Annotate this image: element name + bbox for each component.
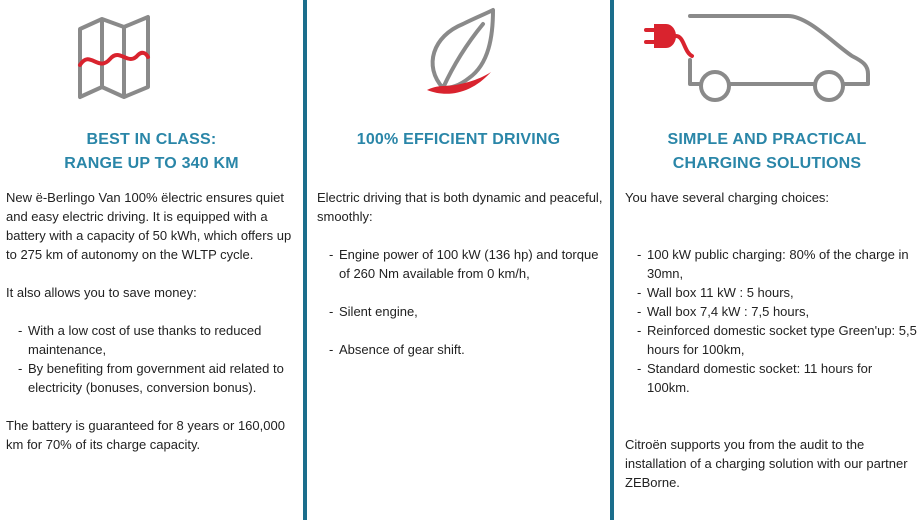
icon-area	[614, 0, 920, 118]
bullet-list	[317, 245, 609, 359]
intro-paragraph: Electric driving that is both dynamic and peaceful, smoothly:	[317, 190, 603, 224]
map-icon	[72, 7, 162, 102]
heading-line: SIMPLE AND PRACTICAL	[667, 131, 867, 148]
list-item: - Standard domestic socket: 11 hours for 100km.	[637, 361, 873, 395]
leaf-icon	[413, 6, 513, 101]
feature-body	[625, 188, 917, 492]
list-item: - By benefiting from government aid related to electricity (bonuses, conversion bonus).	[18, 361, 284, 395]
feature-body	[6, 188, 298, 454]
intro-paragraph: You have several charging choices:	[625, 190, 830, 205]
list-item: - Reinforced domestic socket type Green'up: 5,5 hours for 100km,	[637, 323, 917, 357]
feature-column-range	[0, 0, 303, 520]
intro-paragraph: New ë-Berlingo Van 100% ëlectric ensures quiet and easy electric driving. It is equipped with a battery with a capacity of 50 kWh, which offers up to 275 km of autonomy on the WLTP cycle.	[6, 190, 292, 262]
intro-paragraph-2: It also allows you to save money:	[6, 285, 197, 300]
list-item: - Wall box 11 kW : 5 hours,	[637, 285, 794, 300]
outro-paragraph: Citroën supports you from the audit to the installation of a charging solution with our partner ZEBorne.	[625, 437, 908, 490]
list-item: - Wall box 7,4 kW : 7,5 hours,	[637, 304, 810, 319]
feature-column-efficiency	[307, 0, 610, 520]
feature-heading	[307, 128, 610, 152]
feature-body	[317, 188, 609, 359]
heading-line: 100% EFFICIENT DRIVING	[356, 131, 561, 148]
heading-line: RANGE UP TO 340 KM	[64, 155, 239, 172]
feature-heading	[0, 128, 303, 176]
list-item: - Absence of gear shift.	[329, 342, 465, 357]
list-item: - Silent engine,	[329, 304, 418, 319]
icon-area	[0, 0, 303, 118]
van-plug-icon	[638, 4, 878, 104]
bullet-list	[6, 321, 298, 397]
list-item: - 100 kW public charging: 80% of the charge in 30mn,	[637, 247, 909, 281]
outro-paragraph: The battery is guaranteed for 8 years or 160,000 km for 70% of its charge capacity.	[6, 418, 285, 452]
heading-line: CHARGING SOLUTIONS	[672, 155, 862, 172]
feature-heading	[614, 128, 920, 176]
list-item: - With a low cost of use thanks to reduced maintenance,	[18, 323, 262, 357]
feature-column-charging	[614, 0, 920, 520]
icon-area	[307, 0, 610, 118]
bullet-list	[625, 245, 917, 397]
list-item: - Engine power of 100 kW (136 hp) and torque of 260 Nm available from 0 km/h,	[329, 247, 599, 281]
heading-line: BEST IN CLASS:	[86, 131, 217, 148]
